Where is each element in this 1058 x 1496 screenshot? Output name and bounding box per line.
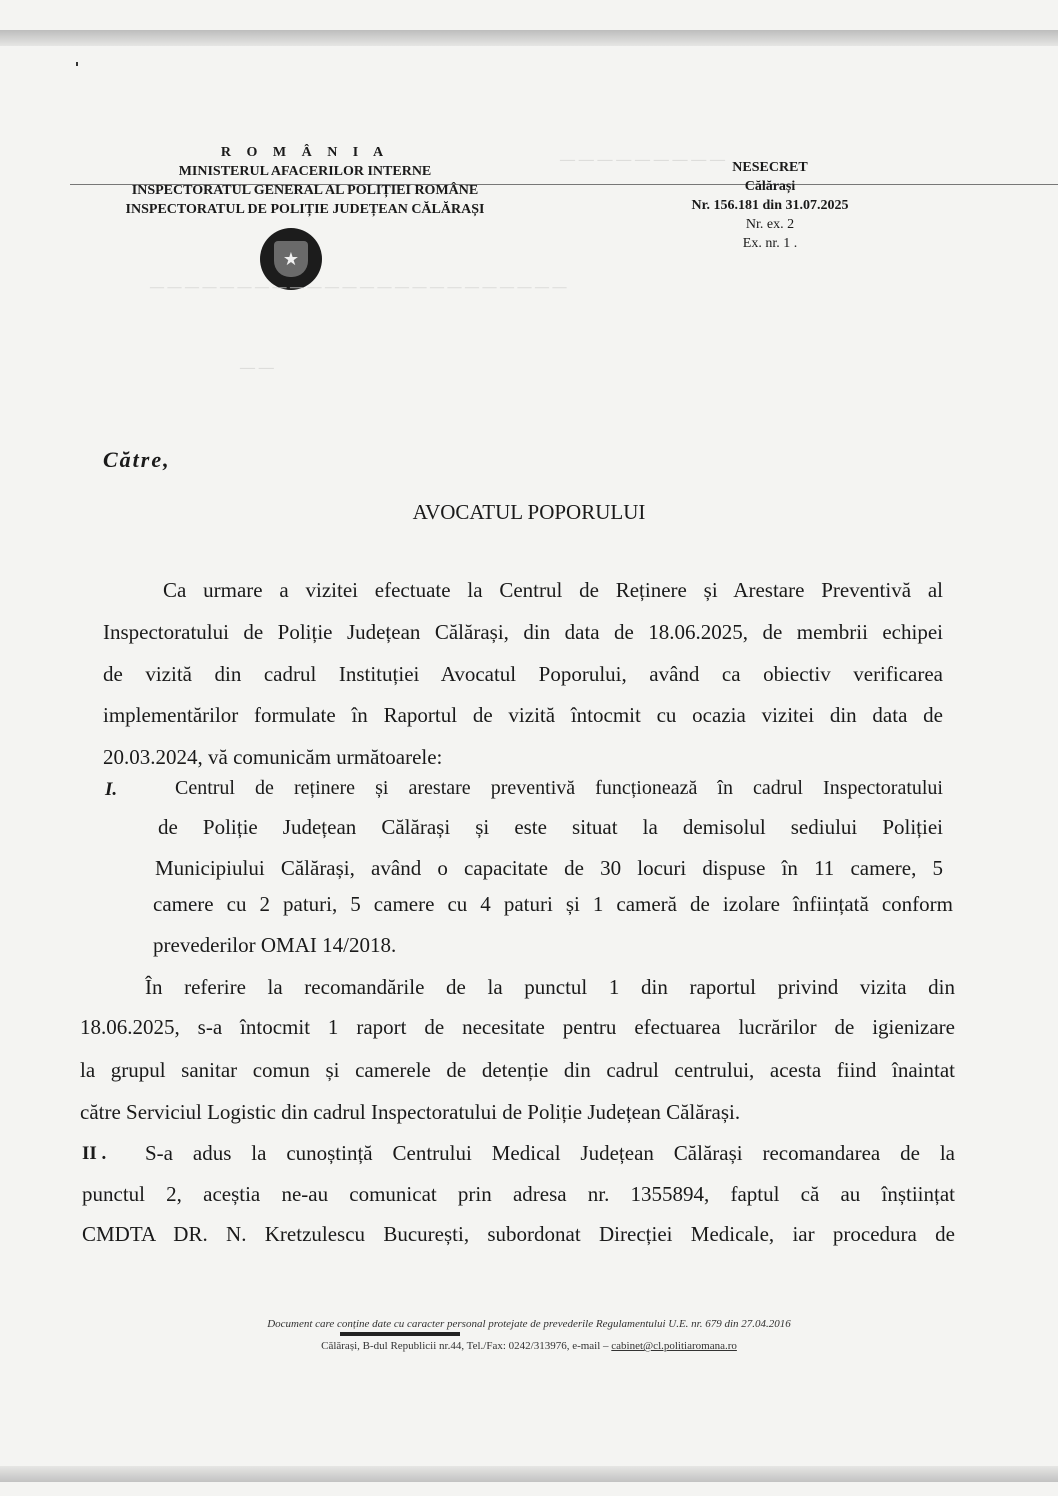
section2-line: S-a adus la cunoștință Centrului Medical Județean Călărași recomandarea de la	[145, 1141, 955, 1165]
scan-edge-top	[0, 30, 1058, 46]
classification-block	[670, 158, 870, 253]
footer-address	[0, 1340, 1058, 1352]
intro-line: implementărilor formulate în Raportul de vizită întocmit cu ocazia vizitei din data de	[103, 703, 943, 727]
intro-line: de vizită din cadrul Instituției Avocatul Poporului, având ca obiectiv verificarea	[103, 662, 943, 686]
section1-line: Centrul de reținere și arestare preventivă funcționează în cadrul Inspectoratului	[175, 777, 943, 799]
footer-address-text: Călărași, B-dul Republicii nr.44, Tel./Fax: 0242/313976, e-mail –	[321, 1340, 609, 1352]
section1-line: prevederilor OMAI 14/2018.	[153, 933, 397, 957]
para2-line: 18.06.2025, s-a întocmit 1 raport de necesitate pentru efectuarea lucrărilor de igienizare	[80, 1015, 955, 1039]
scan-artifact-bar	[340, 1332, 460, 1336]
section1-line: Municipiului Călărași, având o capacitate de 30 locuri dispuse în 11 camere, 5	[155, 856, 943, 880]
intro-line: 20.03.2024, vă comunicăm următoarele:	[103, 745, 443, 769]
section1-line: camere cu 2 paturi, 5 camere cu 4 paturi și 1 cameră de izolare înființată conform	[153, 892, 953, 916]
para2-line: la grupul sanitar comun și camerele de detenție din cadrul centrului, acesta fiind înaintat	[80, 1058, 955, 1082]
scan-edge-bottom	[0, 1466, 1058, 1482]
intro-line: Inspectoratului de Poliție Județean Călărași, din data de 18.06.2025, de membrii echipei	[103, 620, 943, 644]
scan-speck	[76, 62, 78, 66]
footer-email-link[interactable]: cabinet@cl.politiaromana.ro	[611, 1340, 737, 1352]
copy-number: Ex. nr. 1 .	[742, 236, 798, 251]
recipient-title: AVOCATUL POPORULUI	[412, 500, 646, 524]
section2-line: CMDTA DR. N. Kretzulescu București, subordonat Direcției Medicale, iar procedura de	[82, 1222, 955, 1246]
document-number: Nr. 156.181 din 31.07.2025	[691, 198, 849, 213]
para2-line: În referire la recomandările de la punctul 1 din raportul privind vizita din	[145, 975, 955, 999]
intro-line: Ca urmare a vizitei efectuate la Centrul de Reținere și Arestare Preventivă al	[163, 578, 943, 602]
para2-line: către Serviciul Logistic din cadrul Inspectoratului de Poliție Județean Călărași.	[80, 1100, 741, 1124]
section-marker-1: I.	[105, 779, 118, 800]
header-ministry: MINISTERUL AFACERILOR INTERNE	[178, 164, 432, 179]
section-marker-2: II .	[82, 1143, 107, 1164]
classification-city: Călărași	[744, 179, 796, 194]
classification-level: NESECRET	[732, 160, 808, 175]
section2-line: punctul 2, aceștia ne-au comunicat prin adresa nr. 1355894, faptul că au înștiințat	[82, 1182, 955, 1206]
salutation: Către,	[103, 447, 171, 472]
copies-count: Nr. ex. 2	[745, 217, 795, 232]
romanian-police-emblem-icon: ★	[260, 228, 322, 290]
header-country: R O M Â N I A	[220, 145, 390, 160]
header-county-inspectorate: INSPECTORATUL DE POLIȚIE JUDEȚEAN CĂLĂRAȘI	[125, 202, 485, 217]
issuer-header	[70, 143, 540, 219]
footer-disclaimer: Document care conține date cu caracter personal protejate de prevederile Regulamentului U.E. nr. 679 din 27.04.2016	[267, 1318, 791, 1330]
header-general-inspectorate: INSPECTORATUL GENERAL AL POLIȚIEI ROMÂNE	[131, 183, 479, 198]
section1-line: de Poliție Județean Călărași și este situat la demisolul sediului Poliției	[158, 815, 943, 839]
